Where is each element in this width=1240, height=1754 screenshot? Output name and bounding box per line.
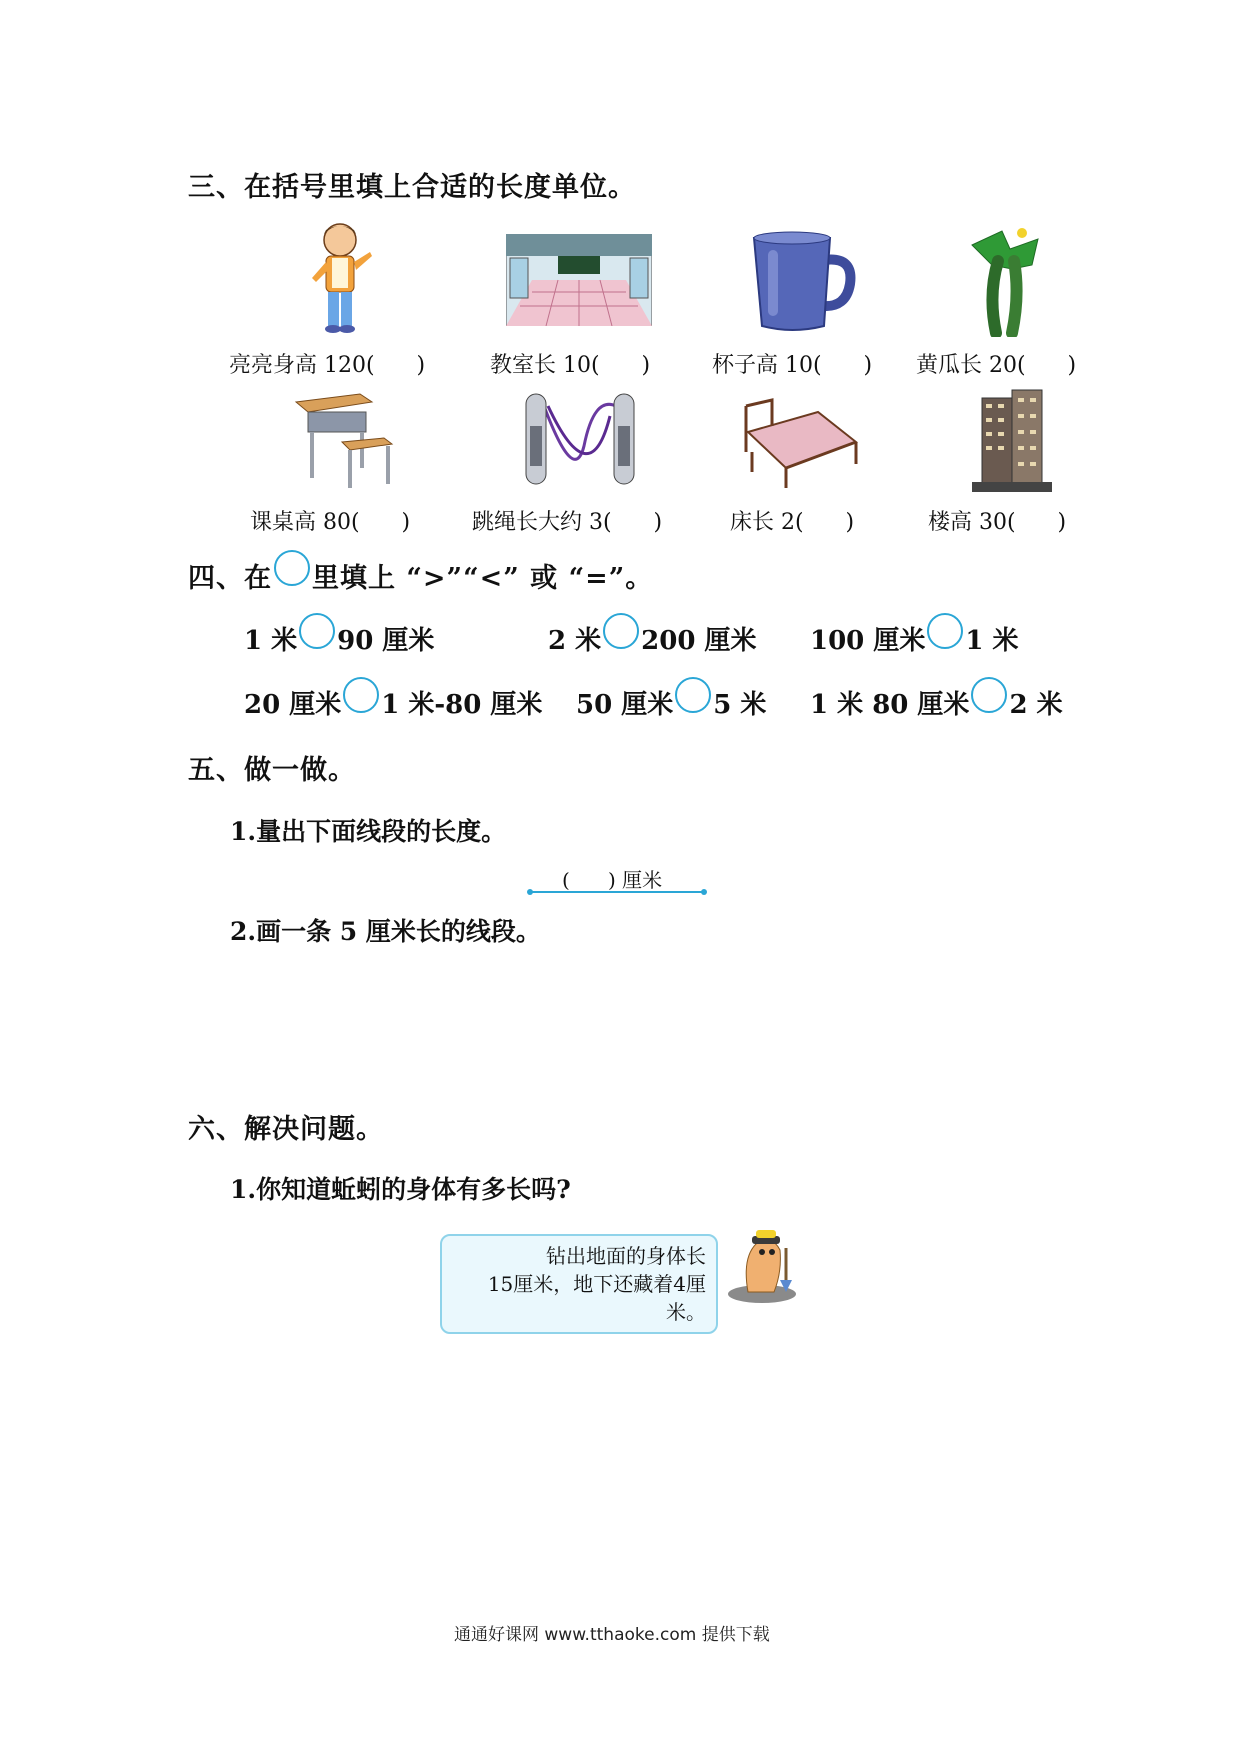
compare-right: 90 厘米	[337, 626, 435, 656]
jump-rope-icon	[514, 386, 646, 494]
item-label-classroom-length: 教室长 10( )	[490, 353, 651, 378]
classroom-icon	[506, 234, 652, 326]
item-label-desk-height: 课桌高 80( )	[250, 510, 411, 535]
compare-left: 100 厘米	[810, 626, 926, 656]
bed-icon	[742, 392, 860, 492]
compare-left: 1 米 80 厘米	[810, 690, 970, 720]
section6-question-1: 1.你知道蚯蚓的身体有多长吗?	[230, 1175, 571, 1204]
item-label-boy-height: 亮亮身高 120( )	[229, 353, 426, 378]
compare-left: 1 米	[244, 626, 298, 656]
answer-circle[interactable]	[971, 677, 1007, 713]
compare-item	[810, 620, 1018, 657]
footer-text: 通通好课网 www.tthaoke.com 提供下载	[454, 1625, 770, 1645]
item-label-building-height: 楼高 30( )	[928, 510, 1067, 535]
speech-bubble	[440, 1234, 718, 1334]
compare-circle-icon	[274, 550, 310, 586]
desk-icon	[290, 388, 394, 492]
cup-icon	[746, 230, 856, 334]
measure-segment	[526, 886, 708, 898]
compare-left: 2 米	[548, 626, 602, 656]
section6-heading: 六、解决问题。	[188, 1114, 384, 1145]
compare-item	[810, 684, 1063, 721]
compare-right: 2 米	[1009, 690, 1063, 720]
item-label-bed-length: 床长 2( )	[730, 510, 855, 535]
section5-heading: 五、做一做。	[188, 755, 356, 786]
section4-heading-post: 里填上 “>”“<” 或 “=”。	[312, 563, 654, 594]
compare-item	[548, 620, 756, 657]
answer-circle[interactable]	[927, 613, 963, 649]
section4-heading	[188, 556, 653, 595]
building-icon	[972, 388, 1052, 492]
boy-icon	[300, 218, 380, 336]
answer-circle[interactable]	[603, 613, 639, 649]
item-label-cup-height: 杯子高 10( )	[712, 353, 873, 378]
item-label-rope-length: 跳绳长大约 3( )	[472, 510, 663, 535]
segment-answer-label: ( ) 厘米	[562, 868, 663, 892]
section5-question-1: 1.量出下面线段的长度。	[230, 817, 507, 846]
section5-question-2: 2.画一条 5 厘米长的线段。	[230, 917, 541, 946]
compare-right: 5 米	[713, 690, 767, 720]
compare-right: 1 米-80 厘米	[381, 690, 543, 720]
compare-right: 200 厘米	[641, 626, 757, 656]
compare-right: 1 米	[965, 626, 1019, 656]
earthworm-character-icon	[722, 1228, 802, 1304]
bubble-line-2: 15厘米，地下还藏着4厘米。	[487, 1272, 706, 1324]
item-label-cucumber-length: 黄瓜长 20( )	[916, 353, 1077, 378]
section4-heading-pre: 四、在	[188, 563, 272, 594]
compare-left: 50 厘米	[576, 690, 674, 720]
compare-item	[576, 684, 766, 721]
answer-circle[interactable]	[343, 677, 379, 713]
compare-left: 20 厘米	[244, 690, 342, 720]
compare-item	[244, 684, 542, 721]
section3-heading: 三、在括号里填上合适的长度单位。	[188, 172, 636, 203]
compare-item	[244, 620, 434, 657]
answer-circle[interactable]	[675, 677, 711, 713]
cucumber-icon	[962, 225, 1050, 337]
answer-circle[interactable]	[299, 613, 335, 649]
bubble-line-1: 钻出地面的身体长	[546, 1244, 706, 1268]
